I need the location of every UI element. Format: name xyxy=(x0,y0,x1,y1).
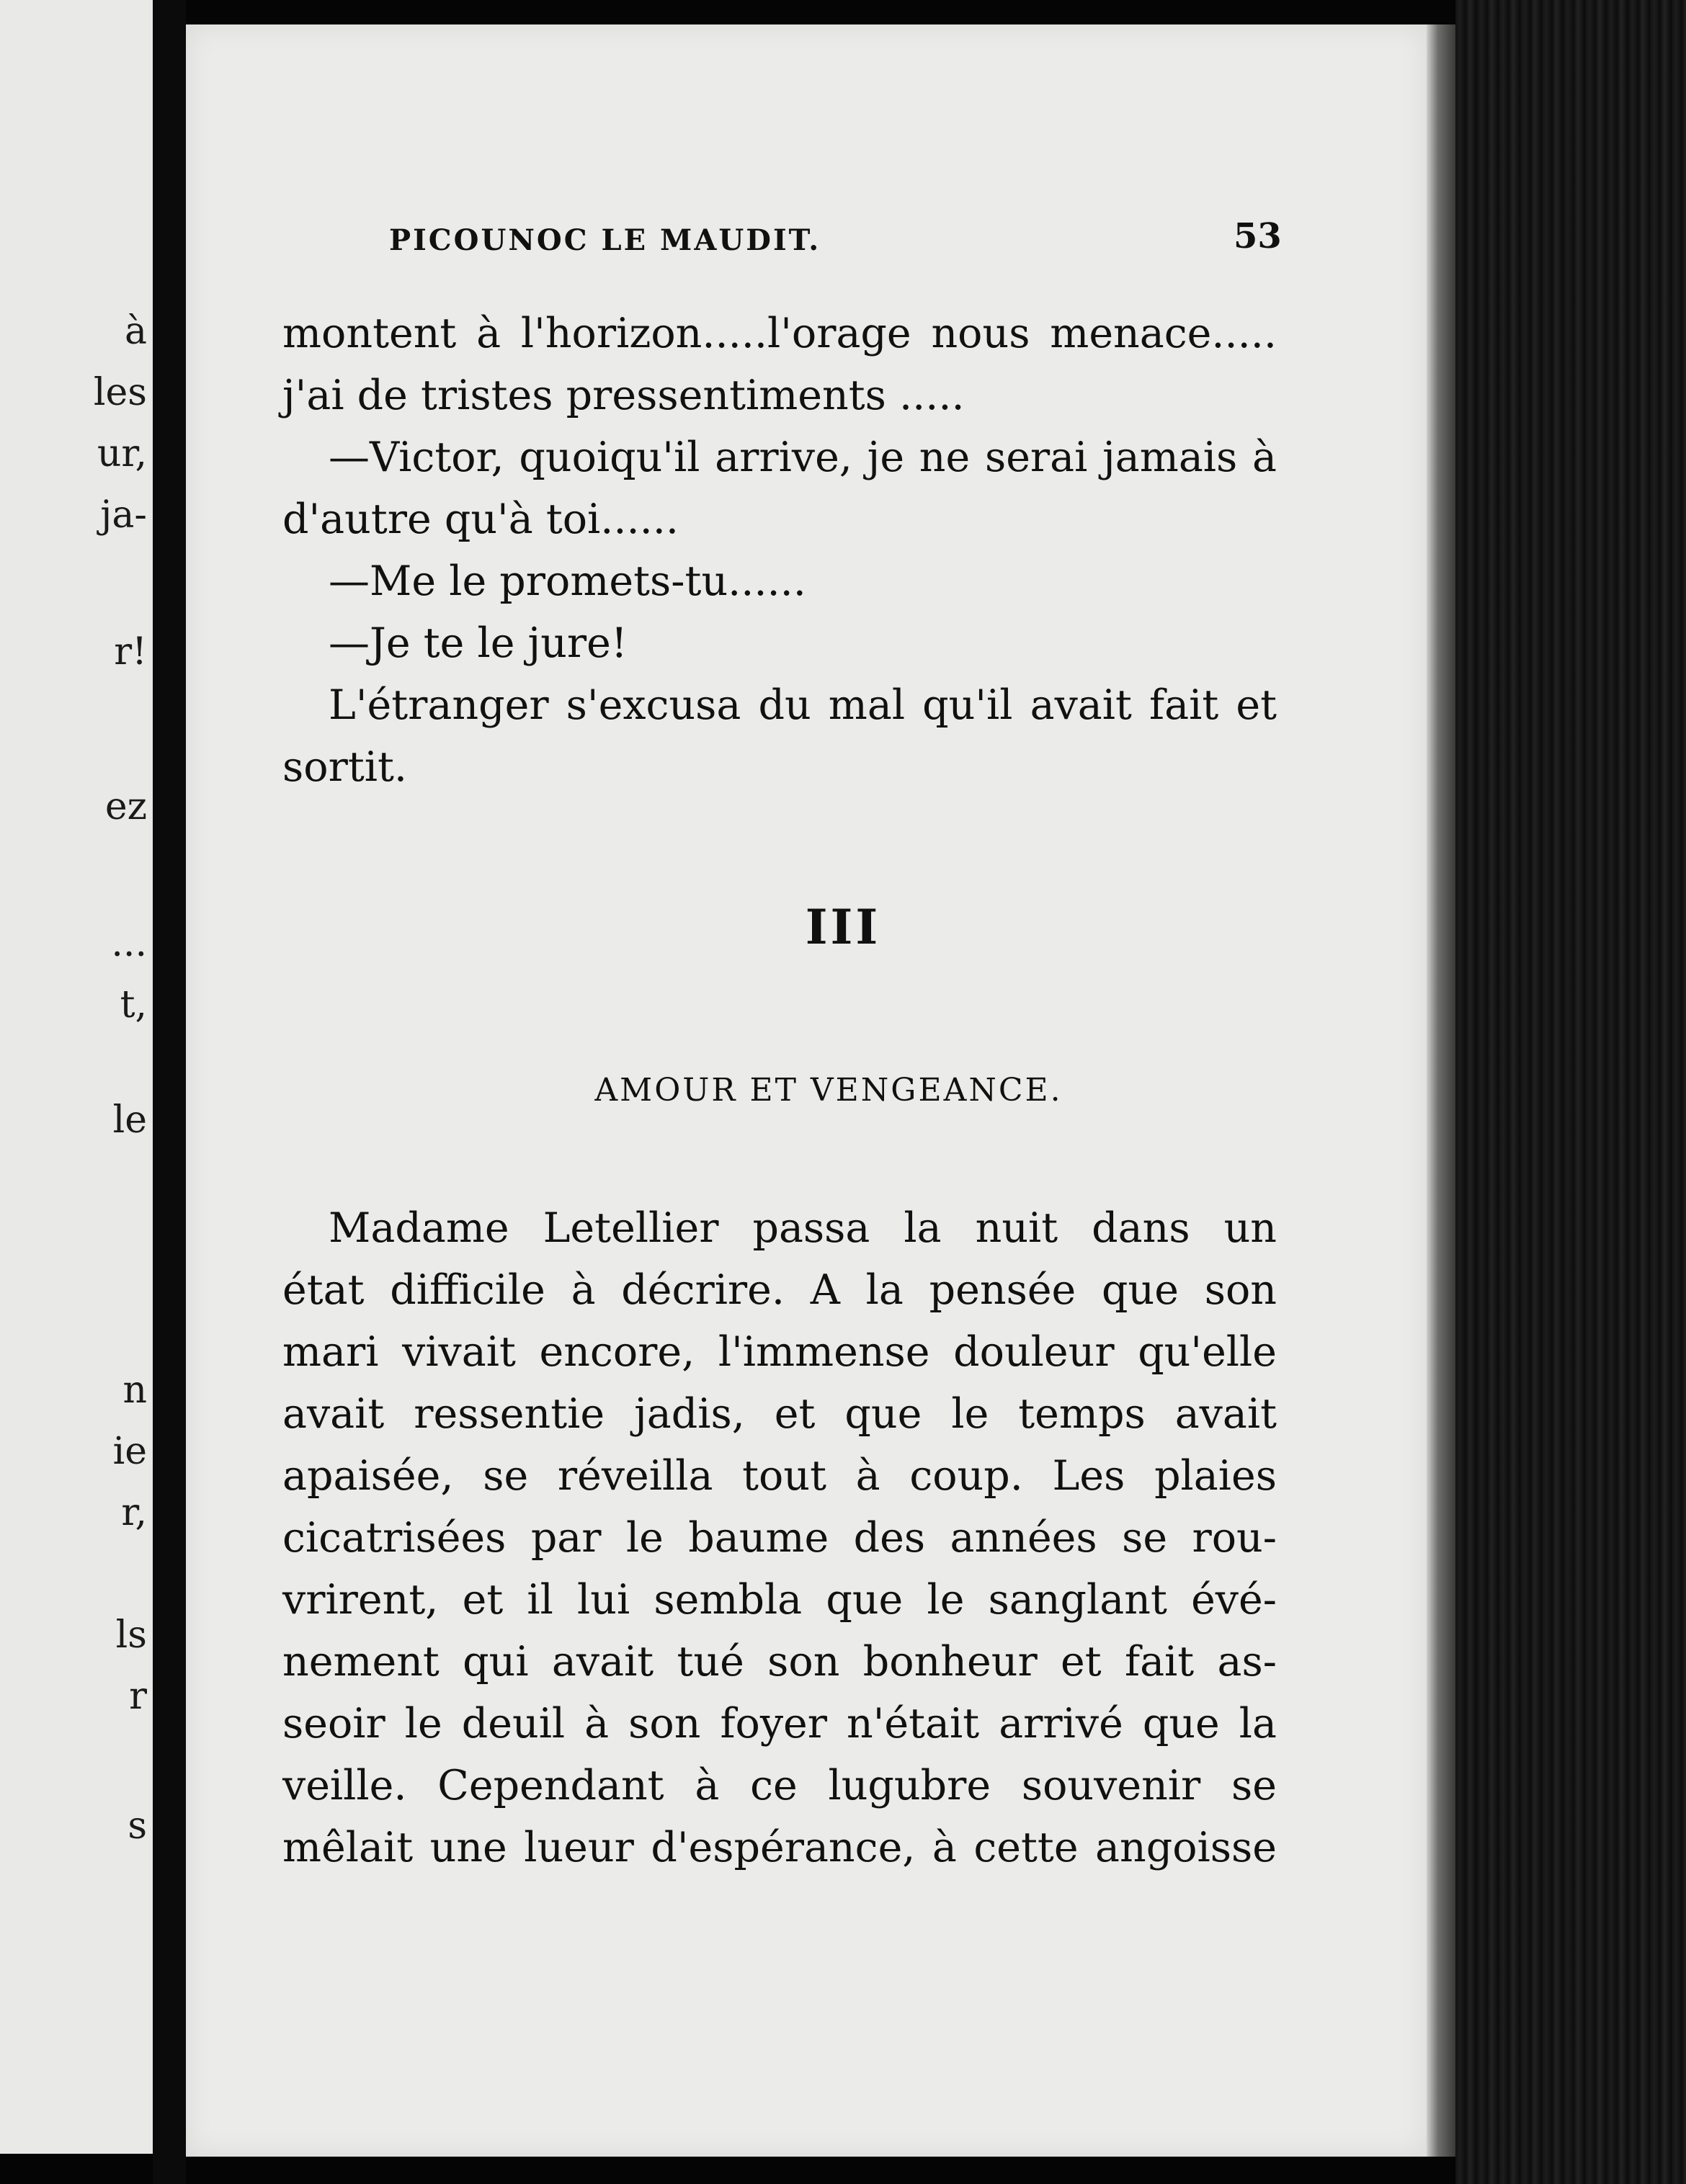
paragraph-line: apaisée, se réveilla tout à coup. Les plaies xyxy=(282,1452,1277,1500)
paragraph: L'étranger s'excusa du mal qu'il avait fait et sortit. xyxy=(282,681,1277,791)
paragraph-line: état difficile à décrire. A la pensée que son xyxy=(282,1266,1277,1314)
left-page-fragment: les xyxy=(93,371,147,414)
chapter-title: AMOUR ET VENGEANCE. xyxy=(594,1072,1063,1109)
left-page-fragment: n xyxy=(122,1369,147,1412)
left-page-fragment: r xyxy=(129,1675,147,1718)
paragraph-line: Madame Letellier passa la nuit dans un xyxy=(329,1204,1277,1252)
paragraph-line: nement qui avait tué son bonheur et fait as- xyxy=(282,1638,1277,1686)
left-page-fragment: t, xyxy=(120,983,147,1026)
left-page-fragment: r! xyxy=(114,630,147,673)
paragraph-line: mari vivait encore, l'immense douleur qu'elle xyxy=(282,1328,1277,1376)
left-page-fragment: r, xyxy=(121,1491,147,1534)
paragraph-line: seoir le deuil à son foyer n'était arrivé que la xyxy=(282,1700,1277,1747)
chapter-number: III xyxy=(805,899,881,955)
left-page-fragment: ja- xyxy=(100,493,147,537)
text-block-top xyxy=(282,303,1277,798)
paragraph-line: vrirent, et il lui sembla que le sanglant évé- xyxy=(282,1576,1277,1624)
left-page-fragment: ur, xyxy=(97,432,147,475)
left-page-fragment: ls xyxy=(115,1614,147,1657)
paragraph: montent à l'horizon.....l'orage nous menace..... j'ai de tristes pressentiments ..... xyxy=(282,310,1277,419)
paragraph: —Victor, quoiqu'il arrive, je ne serai jamais à d'autre qu'à toi...... xyxy=(282,434,1277,543)
running-head: PICOUNOC LE MAUDIT. xyxy=(389,223,821,257)
left-page-fragment: ... xyxy=(111,922,147,965)
paragraph-line: cicatrisées par le baume des années se rou- xyxy=(282,1514,1277,1562)
paragraph-line: avait ressentie jadis, et que le temps avait xyxy=(282,1390,1277,1438)
paragraph-line: mêlait une lueur d'espérance, à cette angoisse xyxy=(282,1824,1277,1871)
paragraph: —Me le promets-tu...... xyxy=(329,558,806,605)
paragraph: —Je te le jure! xyxy=(329,619,628,667)
left-page-fragment: le xyxy=(112,1098,147,1142)
text-block-bottom xyxy=(282,1197,1277,1879)
left-page-fragment: ie xyxy=(112,1430,147,1473)
left-page-fragment: s xyxy=(128,1804,147,1848)
left-page-fragment: ez xyxy=(104,785,147,828)
paragraph-line: veille. Cependant à ce lugubre souvenir se xyxy=(282,1762,1277,1809)
left-page-fragment: à xyxy=(124,310,147,353)
page-number: 53 xyxy=(1234,216,1282,256)
